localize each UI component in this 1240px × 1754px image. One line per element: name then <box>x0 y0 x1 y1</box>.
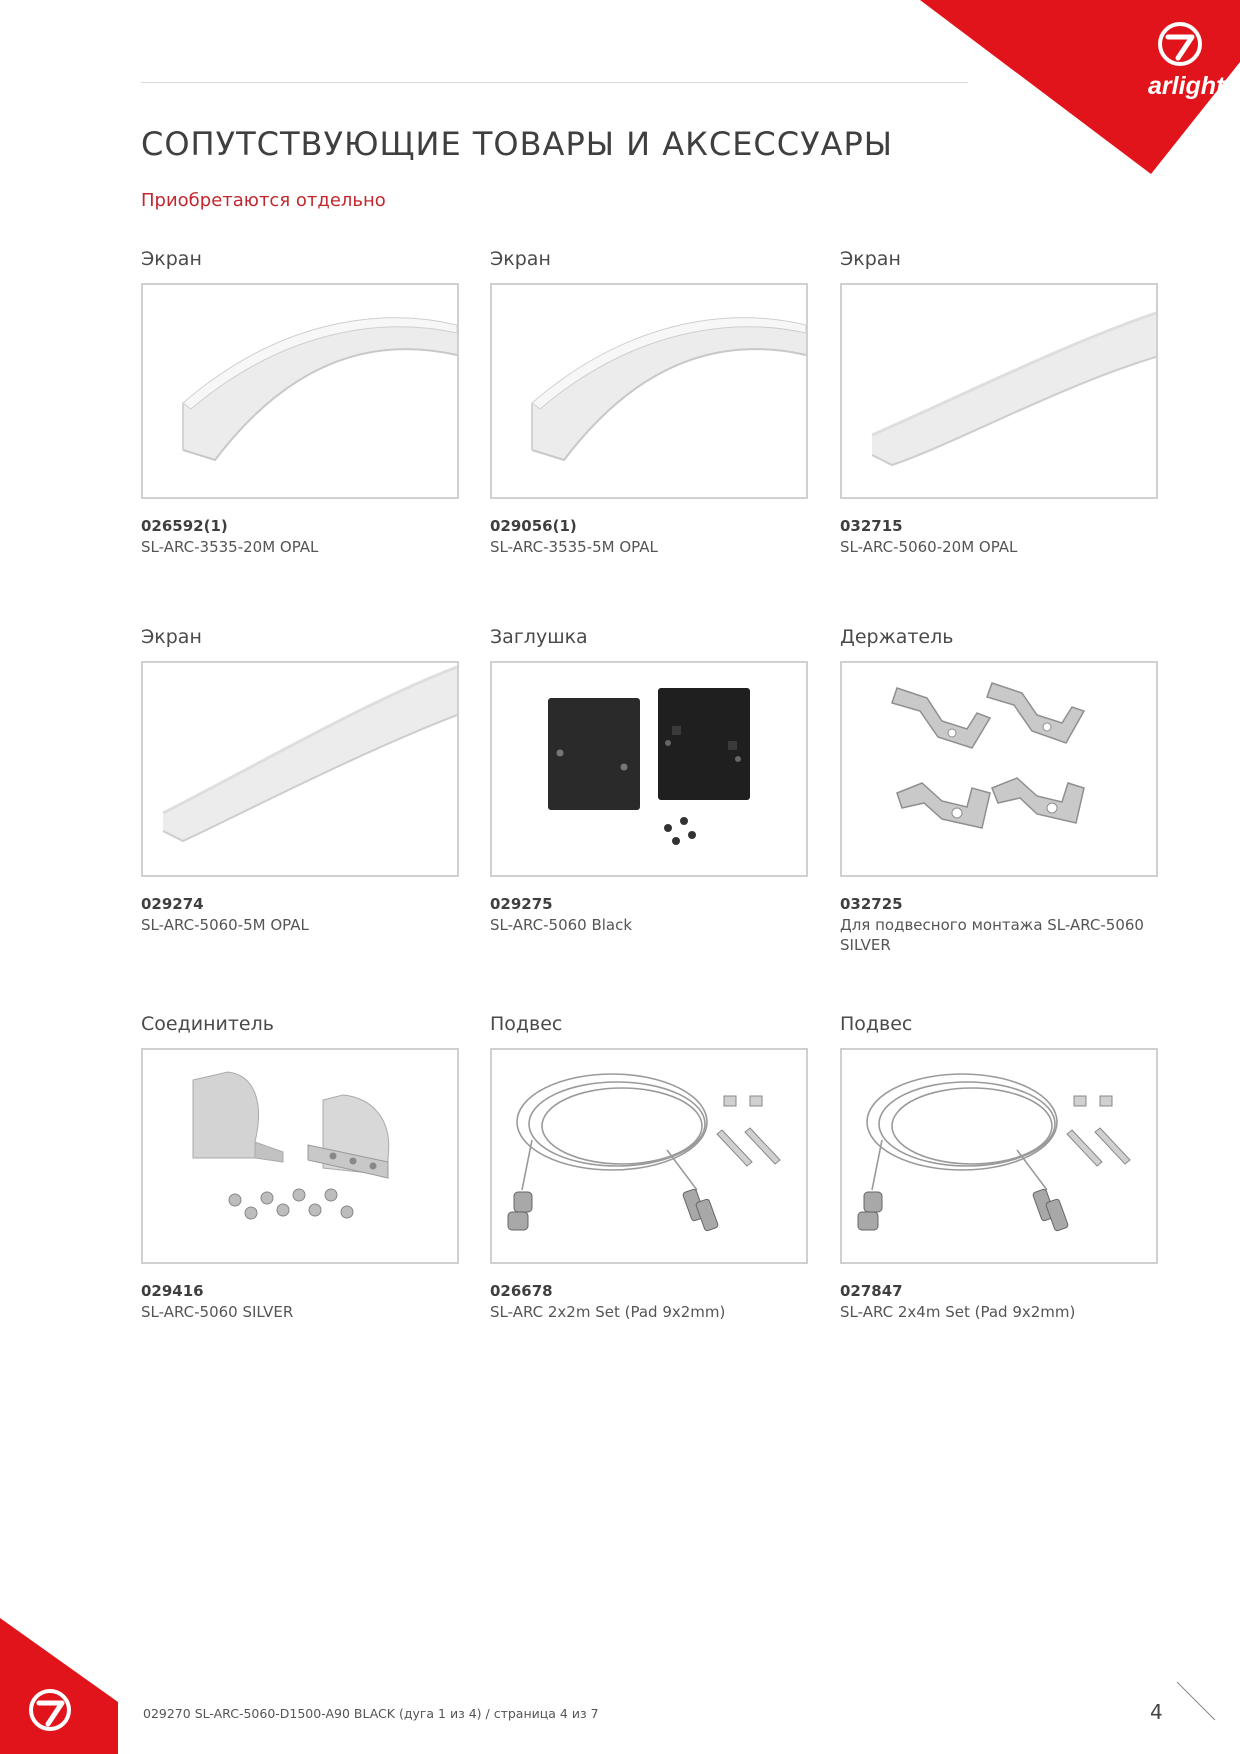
brand-corner-footer <box>0 1618 118 1754</box>
top-divider <box>141 82 968 83</box>
product-category: Заглушка <box>490 626 588 648</box>
page-title: СОПУТСТВУЮЩИЕ ТОВАРЫ И АКСЕССУАРЫ <box>141 125 894 163</box>
product-code: 027847 <box>840 1282 903 1300</box>
product-code: 026592(1) <box>141 517 228 535</box>
product-card <box>490 1011 808 1321</box>
page-subtitle: Приобретаются отдельно <box>141 190 386 211</box>
product-name: SL-ARC-5060 SILVER <box>141 1303 294 1321</box>
product-code: 029275 <box>490 895 553 913</box>
product-name: SL-ARC-3535-20M OPAL <box>141 538 319 556</box>
product-category: Держатель <box>840 626 954 648</box>
product-code: 026678 <box>490 1282 553 1300</box>
product-image-black-end-caps <box>490 661 808 877</box>
product-image-flat-diffuser <box>141 661 459 877</box>
product-card <box>490 624 808 934</box>
product-category: Подвес <box>490 1013 563 1035</box>
page-number-slash <box>1175 1680 1217 1722</box>
product-code: 029416 <box>141 1282 204 1300</box>
product-image-curved-diffuser <box>141 283 459 499</box>
product-name: SL-ARC 2x2m Set (Pad 9x2mm) <box>490 1303 726 1321</box>
product-category: Подвес <box>840 1013 913 1035</box>
product-card <box>141 246 459 556</box>
product-code: 032725 <box>840 895 903 913</box>
product-name: Для подвесного монтажа SL-ARC-5060 SILVER <box>840 916 1144 954</box>
product-category: Экран <box>840 248 901 270</box>
brand-corner-banner <box>920 0 1240 175</box>
product-code: 029274 <box>141 895 204 913</box>
product-name: SL-ARC-5060-5M OPAL <box>141 916 309 934</box>
product-card <box>490 246 808 556</box>
product-image-cable-suspension <box>840 1048 1158 1264</box>
product-image-curved-diffuser <box>490 283 808 499</box>
product-image-silver-connectors <box>141 1048 459 1264</box>
product-code: 029056(1) <box>490 517 577 535</box>
product-image-flat-diffuser <box>840 283 1158 499</box>
product-card <box>840 1011 1158 1321</box>
product-name: SL-ARC 2x4m Set (Pad 9x2mm) <box>840 1303 1076 1321</box>
page-number: 4 <box>1150 1700 1163 1724</box>
footer-document-info: 029270 SL-ARC-5060-D1500-A90 BLACK (дуга 1 из 4) / страница 4 из 7 <box>143 1706 599 1721</box>
product-category: Экран <box>141 626 202 648</box>
product-code: 032715 <box>840 517 903 535</box>
product-name: SL-ARC-5060 Black <box>490 916 633 934</box>
product-card <box>840 624 1158 954</box>
product-card <box>141 624 459 934</box>
product-category: Экран <box>490 248 551 270</box>
product-card <box>840 246 1158 556</box>
brand-logo-text: arlight <box>1148 72 1225 100</box>
product-name: SL-ARC-3535-5M OPAL <box>490 538 658 556</box>
product-category: Соединитель <box>141 1013 274 1035</box>
product-name: SL-ARC-5060-20M OPAL <box>840 538 1018 556</box>
product-category: Экран <box>141 248 202 270</box>
product-image-metal-brackets <box>840 661 1158 877</box>
product-card <box>141 1011 459 1321</box>
product-image-cable-suspension <box>490 1048 808 1264</box>
